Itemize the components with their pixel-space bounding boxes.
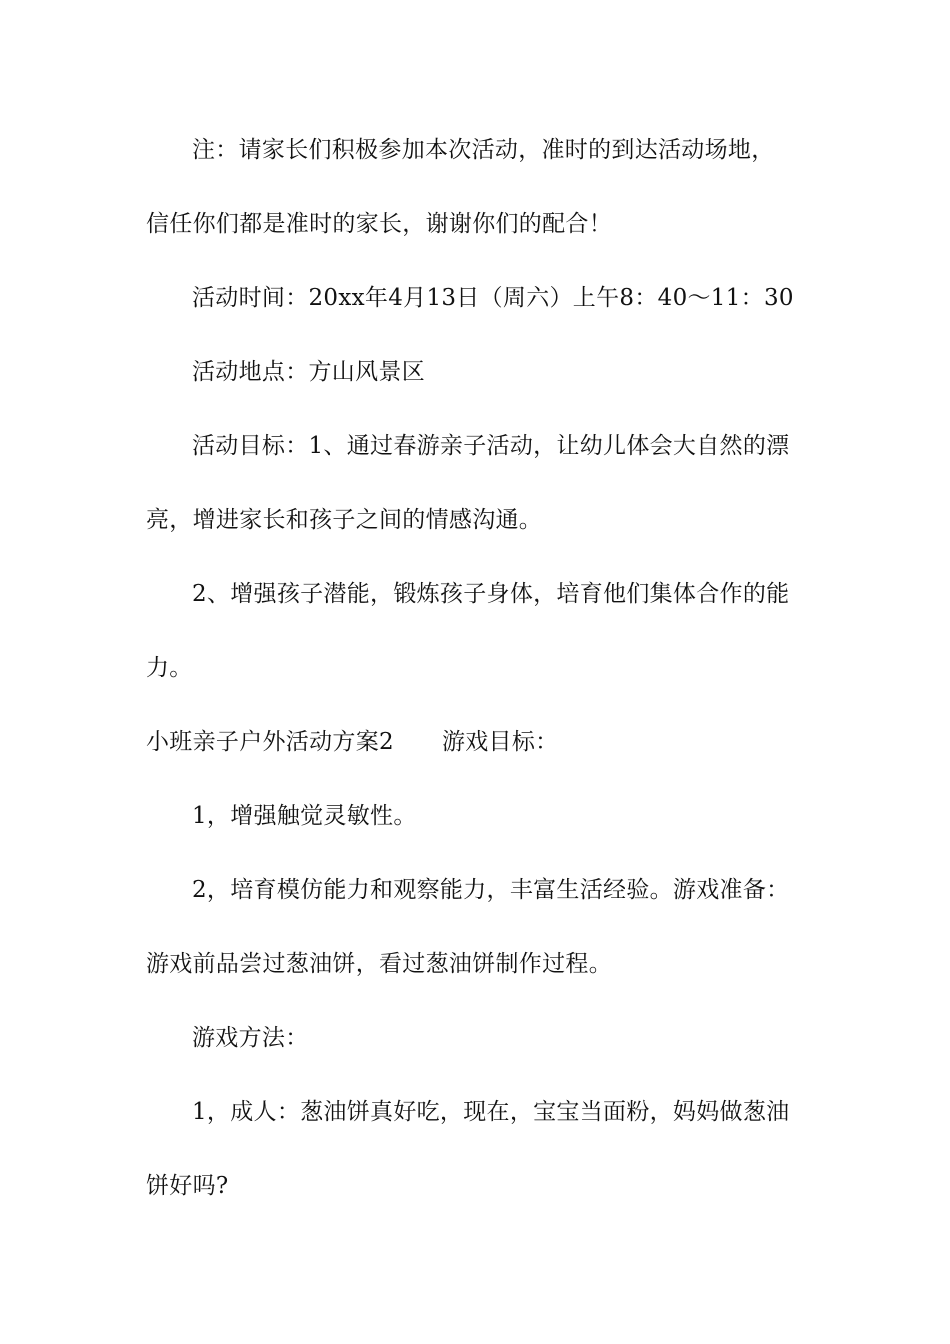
section-title: 小班亲子户外活动方案2 xyxy=(146,729,394,755)
paragraph-line: 1，增强触觉灵敏性。 xyxy=(192,803,417,829)
paragraph-line: 1，成人：葱油饼真好吃，现在，宝宝当面粉，妈妈做葱油 xyxy=(192,1099,790,1125)
section-heading xyxy=(146,724,810,761)
document-body xyxy=(146,132,810,1242)
paragraph-line: 亮，增进家长和孩子之间的情感沟通。 xyxy=(146,507,543,533)
activity-location-line: 活动地点：方山风景区 xyxy=(192,359,425,385)
paragraph-line: 游戏方法： xyxy=(192,1025,309,1051)
paragraph-line: 饼好吗? xyxy=(146,1173,229,1199)
section-subtitle: 游戏目标： xyxy=(441,729,559,755)
paragraph-line: 注：请家长们积极参加本次活动，准时的到达活动场地， xyxy=(192,137,775,163)
paragraph-line: 游戏前品尝过葱油饼，看过葱油饼制作过程。 xyxy=(146,951,612,977)
activity-goal-line: 活动目标：1、通过春游亲子活动，让幼儿体会大自然的漂 xyxy=(192,433,790,459)
paragraph-line: 2、增强孩子潜能，锻炼孩子身体，培育他们集体合作的能 xyxy=(192,581,790,607)
paragraph-line: 信任你们都是准时的家长，谢谢你们的配合！ xyxy=(146,211,612,237)
activity-time-line: 活动时间：20xx年4月13日（周六）上午8：40～11：30 xyxy=(192,285,794,311)
paragraph-line: 力。 xyxy=(146,655,193,681)
paragraph-line: 2，培育模仿能力和观察能力，丰富生活经验。游戏准备： xyxy=(192,877,790,903)
